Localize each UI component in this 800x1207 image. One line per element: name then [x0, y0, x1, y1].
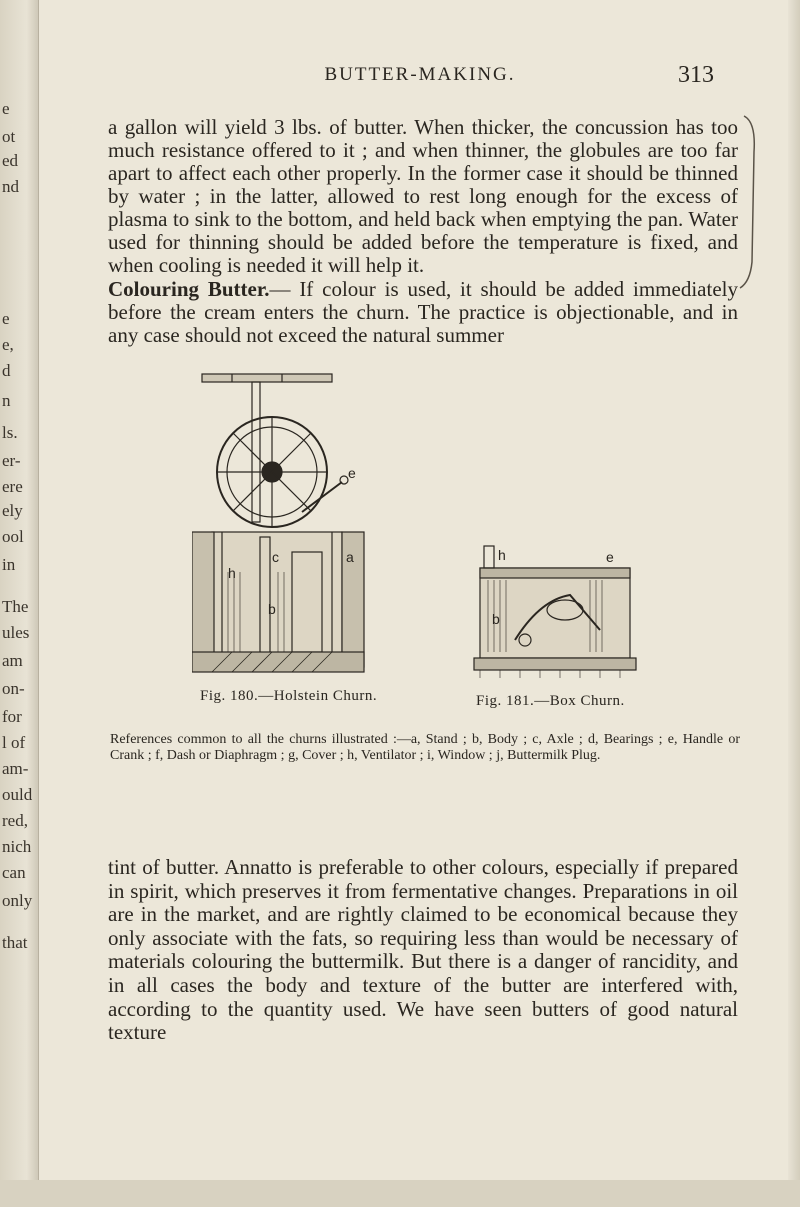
paragraph-1: a gallon will yield 3 lbs. of butter. When thicker, the concussion has too much resistance offered to it ; and when thinner, the globules are too far apart to affect each other properly. In the former case it should be thinned by water ; in the latter, allowed to rest long enough for the excess of plasma to sink to the bottom, and held back when emptying the pan. Water used for thinning should be added before the temperature is fixed, and when cooling is needed it will help it. [108, 115, 738, 277]
page-right-edge [788, 0, 800, 1207]
gutter-fragment: The [2, 597, 29, 616]
gutter-fragment: that [2, 933, 28, 952]
gutter-fragment: er- [2, 451, 21, 470]
fig180-label-a: a [346, 549, 354, 565]
page-number: 313 [678, 62, 714, 88]
page-bottom-band [0, 1180, 800, 1207]
running-title: BUTTER-MAKING. [324, 64, 516, 85]
pencil-bracket-mark [736, 112, 766, 292]
gutter-fragment: in [2, 555, 16, 574]
fig180-label-h: h [228, 565, 236, 581]
fig181-label-h: h [498, 547, 506, 563]
gutter-fragment: e, [2, 335, 14, 354]
gutter-fragment: nd [2, 177, 19, 196]
fig180-label-c: c [272, 549, 279, 565]
paragraph-2-text: — If colour is used, it should be added immediately before the cream enters the churn. The practice is objectionable, and in any case should not exceed the natural summer [108, 277, 738, 347]
gutter-fragment: ool [2, 527, 24, 546]
gutter-fragment: am [2, 651, 23, 670]
gutter-fragment: d [2, 361, 11, 380]
gutter-fragment: ot [2, 127, 16, 146]
fig180-label-b: b [268, 601, 276, 617]
gutter-fragment: only [2, 891, 33, 910]
fig181-label-b: b [492, 611, 500, 627]
previous-page-gutter [0, 0, 39, 1207]
figure-holstein-churn [192, 372, 432, 677]
figure-references: References common to all the churns illustrated :—a, Stand ; b, Body ; c, Axle ; d, Bearings ; e, Handle or Crank ; f, Dash or Diaphragm ; g, Cover ; h, Ventilator ; i, Window ; j, Buttermilk Plug. [110, 732, 740, 763]
gutter-fragment: n [2, 391, 11, 410]
gutter-fragment: e [2, 309, 10, 328]
gutter-fragment: ould [2, 785, 33, 804]
paragraph-3: tint of butter. Annatto is preferable to other colours, especially if prepared in spirit, which preserves it from fermentative changes. Preparations in oil are in the market, and are rightly claimed to be economical because they only associate with the fats, so requiring less than would be necessary of materials colouring the buttermilk. But there is a danger of rancidity, and in all cases the body and texture of the butter are interfered with, according to the quantity used. We have seen butters of good natural texture [108, 855, 738, 1045]
gutter-fragment: can [2, 863, 26, 882]
fig180-label-e: e [348, 465, 356, 481]
fig181-label-e: e [606, 549, 614, 565]
gutter-fragment: l of [2, 733, 26, 752]
running-head [100, 62, 740, 92]
gutter-fragment: red, [2, 811, 28, 830]
gutter-fragment: am- [2, 759, 29, 778]
gutter-fragment: ere [2, 477, 23, 496]
gutter-fragment: on- [2, 679, 25, 698]
gutter-fragment: e [2, 99, 10, 118]
figure-180-caption: Fig. 180.—Holstein Churn. [200, 688, 378, 704]
gutter-fragment: ules [2, 623, 30, 642]
figure-181-caption: Fig. 181.—Box Churn. [476, 693, 625, 709]
paragraph-heading: Colouring Butter. [108, 277, 270, 301]
paragraph-2 [108, 278, 738, 347]
gutter-fragment: ed [2, 151, 19, 170]
gutter-fragment: for [2, 707, 22, 726]
gutter-fragment: nich [2, 837, 32, 856]
gutter-fragment: ely [2, 501, 23, 520]
gutter-fragment: ls. [2, 423, 18, 442]
figure-box-churn [470, 540, 710, 680]
